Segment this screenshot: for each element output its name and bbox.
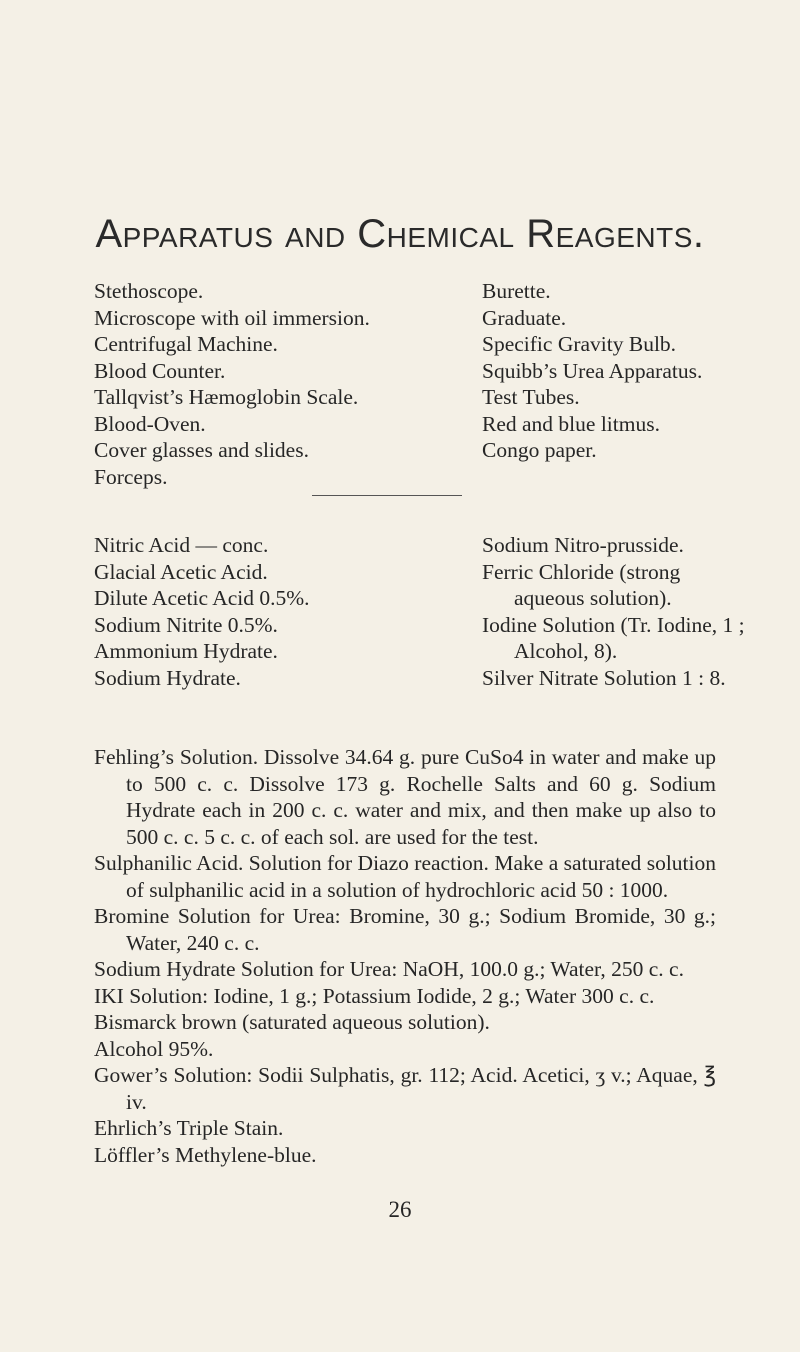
page-title: Apparatus and Chemical Reagents. [95, 212, 705, 256]
list-item: Glacial Acetic Acid. [94, 559, 268, 584]
list-item: Sodium Hydrate. [94, 665, 241, 690]
reagents-list-left [94, 532, 310, 691]
list-item: Alcohol, 8). [514, 639, 618, 663]
list-item: Sodium Nitrite 0.5%. [94, 612, 278, 637]
reagent-entry-fehling: Fehling’s Solution. Dissolve 34.64 g. pure CuSo4 in water and make up to 500 c. c. Dissolve 173 g. Rochelle Salts and 60 g. Sodium Hydrate each in 200 c. c. water and mix, and then make up also to 500 c. c. 5 c. c. of each sol. are used for the test. [94, 745, 716, 849]
list-item: Ammonium Hydrate. [94, 639, 278, 663]
list-item: Burette. [482, 279, 551, 303]
reagent-entry-iki: IKI Solution: Iodine, 1 g.; Potassium Iodide, 2 g.; Water 300 c. c. [94, 983, 655, 1008]
list-item: Stethoscope. [94, 279, 204, 303]
reagent-entry-bismarck: Bismarck brown (saturated aqueous solution). [94, 1010, 490, 1034]
apparatus-list-left [94, 278, 370, 490]
list-item: Microscope with oil immersion. [94, 305, 370, 330]
reagents-list-right [482, 532, 745, 691]
list-item: Forceps. [94, 464, 168, 489]
reagent-entry-alcohol: Alcohol 95%. [94, 1036, 214, 1061]
list-item: Squibb’s Urea Apparatus. [482, 358, 703, 383]
reagent-entry-loffler: Löffler’s Methylene-blue. [94, 1142, 317, 1167]
list-item: Cover glasses and slides. [94, 438, 309, 462]
reagent-entry-sulphanilic: Sulphanilic Acid. Solution for Diazo reaction. Make a saturated solution of sulphanilic acid in a solution of hydrochloric acid 50 : 1000. [94, 851, 716, 902]
reagent-entry-sodium-hydrate: Sodium Hydrate Solution for Urea: NaOH, 100.0 g.; Water, 250 c. c. [94, 957, 684, 981]
list-item: Graduate. [482, 305, 567, 330]
reagent-entry-gower: Gower’s Solution: Sodii Sulphatis, gr. 112; Acid. Acetici, ʒ v.; Aquae, ℥ iv. [94, 1063, 716, 1114]
list-item: Blood Counter. [94, 358, 226, 383]
reagent-entry-bromine: Bromine Solution for Urea: Bromine, 30 g.; Sodium Bromide, 30 g.; Water, 240 c. c. [94, 904, 716, 955]
list-item: Centrifugal Machine. [94, 332, 278, 356]
list-item: Silver Nitrate Solution 1 : 8. [482, 665, 726, 690]
list-item: Test Tubes. [482, 385, 580, 409]
list-item: Blood-Oven. [94, 411, 206, 436]
reagent-entries [94, 744, 716, 1168]
list-item: Ferric Chloride (strong [482, 559, 681, 584]
list-item: Sodium Nitro-prusside. [482, 533, 684, 557]
page-number: 26 [388, 1197, 412, 1222]
list-item: Specific Gravity Bulb. [482, 332, 677, 356]
list-item: Congo paper. [482, 438, 597, 462]
apparatus-list-right [482, 278, 702, 464]
list-item: Nitric Acid — conc. [94, 533, 269, 557]
list-item: Red and blue litmus. [482, 411, 660, 436]
list-item: Tallqvist’s Hæmoglobin Scale. [94, 385, 359, 409]
list-item: Dilute Acetic Acid 0.5%. [94, 586, 310, 610]
list-item: aqueous solution). [514, 586, 672, 610]
section-divider [312, 495, 462, 496]
list-item: Iodine Solution (Tr. Iodine, 1 ; [482, 612, 745, 637]
reagent-entry-ehrlich: Ehrlich’s Triple Stain. [94, 1116, 284, 1140]
